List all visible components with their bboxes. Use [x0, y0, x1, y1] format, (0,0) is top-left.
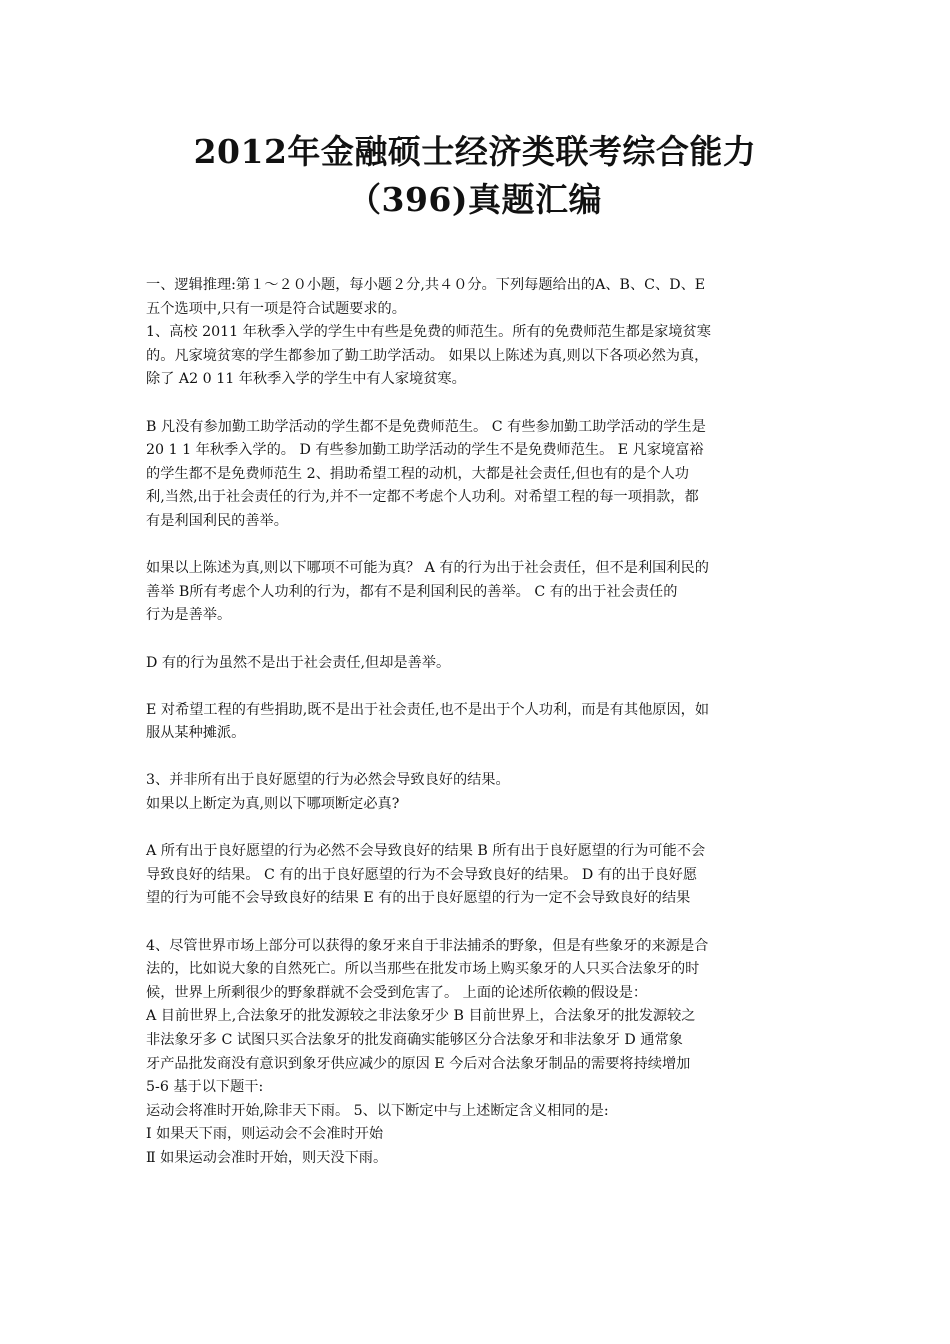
text-line: 除了 A2 0 11 年秋季入学的学生中有人家境贫寒。 [146, 371, 466, 388]
text-line: Ⅱ 如果运动会准时开始，则天没下雨。 [146, 1149, 388, 1166]
paragraph-gap [146, 911, 808, 935]
document-body [146, 274, 808, 1171]
text-line: 如果以上断定为真,则以下哪项断定必真? [146, 796, 400, 813]
paragraph-gap [146, 817, 808, 841]
text-line: A 目前世界上,合法象牙的批发源较之非法象牙少 B 目前世界上，合法象牙的批发源较之 [146, 1008, 696, 1025]
text-line: 4、尽管世界市场上部分可以获得的象牙来自于非法捕杀的野象，但是有些象牙的来源是合 [146, 937, 709, 954]
text-line: A 所有出于良好愿望的行为必然不会导致良好的结果 B 所有出于良好愿望的行为可能不会 [146, 843, 706, 860]
paragraph-gap [146, 746, 808, 770]
text-line: 利,当然,出于社会责任的行为,并不一定都不考虑个人功利。对希望工程的每一项捐款，都 [146, 489, 699, 506]
text-line: 的。凡家境贫寒的学生都参加了勤工助学活动。 如果以上陈述为真,则以下各项必然为真， [146, 347, 709, 364]
paragraph-gap [146, 675, 808, 699]
text-line: 的学生都不是免费师范生 2、捐助希望工程的动机，大都是社会责任,但也有的是个人功 [146, 465, 689, 482]
text-line: E 对希望工程的有些捐助,既不是出于社会责任,也不是出于个人功利，而是有其他原因，如 [146, 701, 710, 718]
title-line-2: （396)真题汇编 [348, 180, 602, 219]
text-line: 5-6 基于以下题干: [146, 1079, 264, 1096]
text-line: 望的行为可能不会导致良好的结果 E 有的出于良好愿望的行为一定不会导致良好的结果 [146, 890, 691, 907]
text-line: 牙产品批发商没有意识到象牙供应减少的原因 E 今后对合法象牙制品的需要将持续增加 [146, 1055, 691, 1072]
document-title [100, 128, 850, 224]
text-line: 1、高校 2011 年秋季入学的学生中有些是免费的师范生。所有的免费师范生都是家境贫寒 [146, 324, 711, 341]
text-line: 候，世界上所剩很少的野象群就不会受到危害了。 上面的论述所依赖的假设是： [146, 984, 648, 1001]
paragraph-gap [146, 392, 808, 416]
text-line: B 凡没有参加勤工助学活动的学生都不是免费师范生。 C 有些参加勤工助学活动的学生是 [146, 418, 706, 435]
paragraph-gap [146, 534, 808, 558]
text-line: 非法象牙多 C 试图只买合法象牙的批发商确实能够区分合法象牙和非法象牙 D 通常象 [146, 1032, 683, 1048]
text-line: 善举 B所有考虑个人功利的行为，都有不是利国利民的善举。 C 有的出于社会责任的 [146, 583, 678, 600]
text-line: 一、逻辑推理:第１～２０小题，每小题２分,共４０分。下列每题给出的A、B、C、D、E [146, 277, 706, 293]
text-line: 服从某种摊派。 [146, 725, 246, 742]
text-line: 五个选项中,只有一项是符合试题要求的。 [146, 300, 406, 317]
text-line: D 有的行为虽然不是出于社会责任,但却是善举。 [146, 654, 451, 671]
title-line-1: 2012年金融硕士经济类联考综合能力 [193, 132, 757, 171]
text-line: 法的，比如说大象的自然死亡。所以当那些在批发市场上购买象牙的人只买合法象牙的时 [146, 961, 700, 978]
text-line: 如果以上陈述为真,则以下哪项不可能为真？ A 有的行为出于社会责任，但不是利国利民的 [146, 560, 709, 577]
text-line: 导致良好的结果。 C 有的出于良好愿望的行为不会导致良好的结果。 D 有的出于良好愿 [146, 866, 698, 883]
text-line: 运动会将准时开始,除非天下雨。 5、以下断定中与上述断定含义相同的是: [146, 1102, 609, 1119]
paragraph-gap [146, 628, 808, 652]
text-line: 有是利国利民的善举。 [146, 512, 288, 529]
text-line: 3、并非所有出于良好愿望的行为必然会导致良好的结果。 [146, 772, 510, 789]
text-line: 20 1 1 年秋季入学的。 D 有些参加勤工助学活动的学生不是免费师范生。 E 凡家境富裕 [146, 442, 704, 459]
text-line: 行为是善举。 [146, 607, 232, 624]
text-line: Ⅰ 如果天下雨，则运动会不会准时开始 [146, 1126, 384, 1143]
